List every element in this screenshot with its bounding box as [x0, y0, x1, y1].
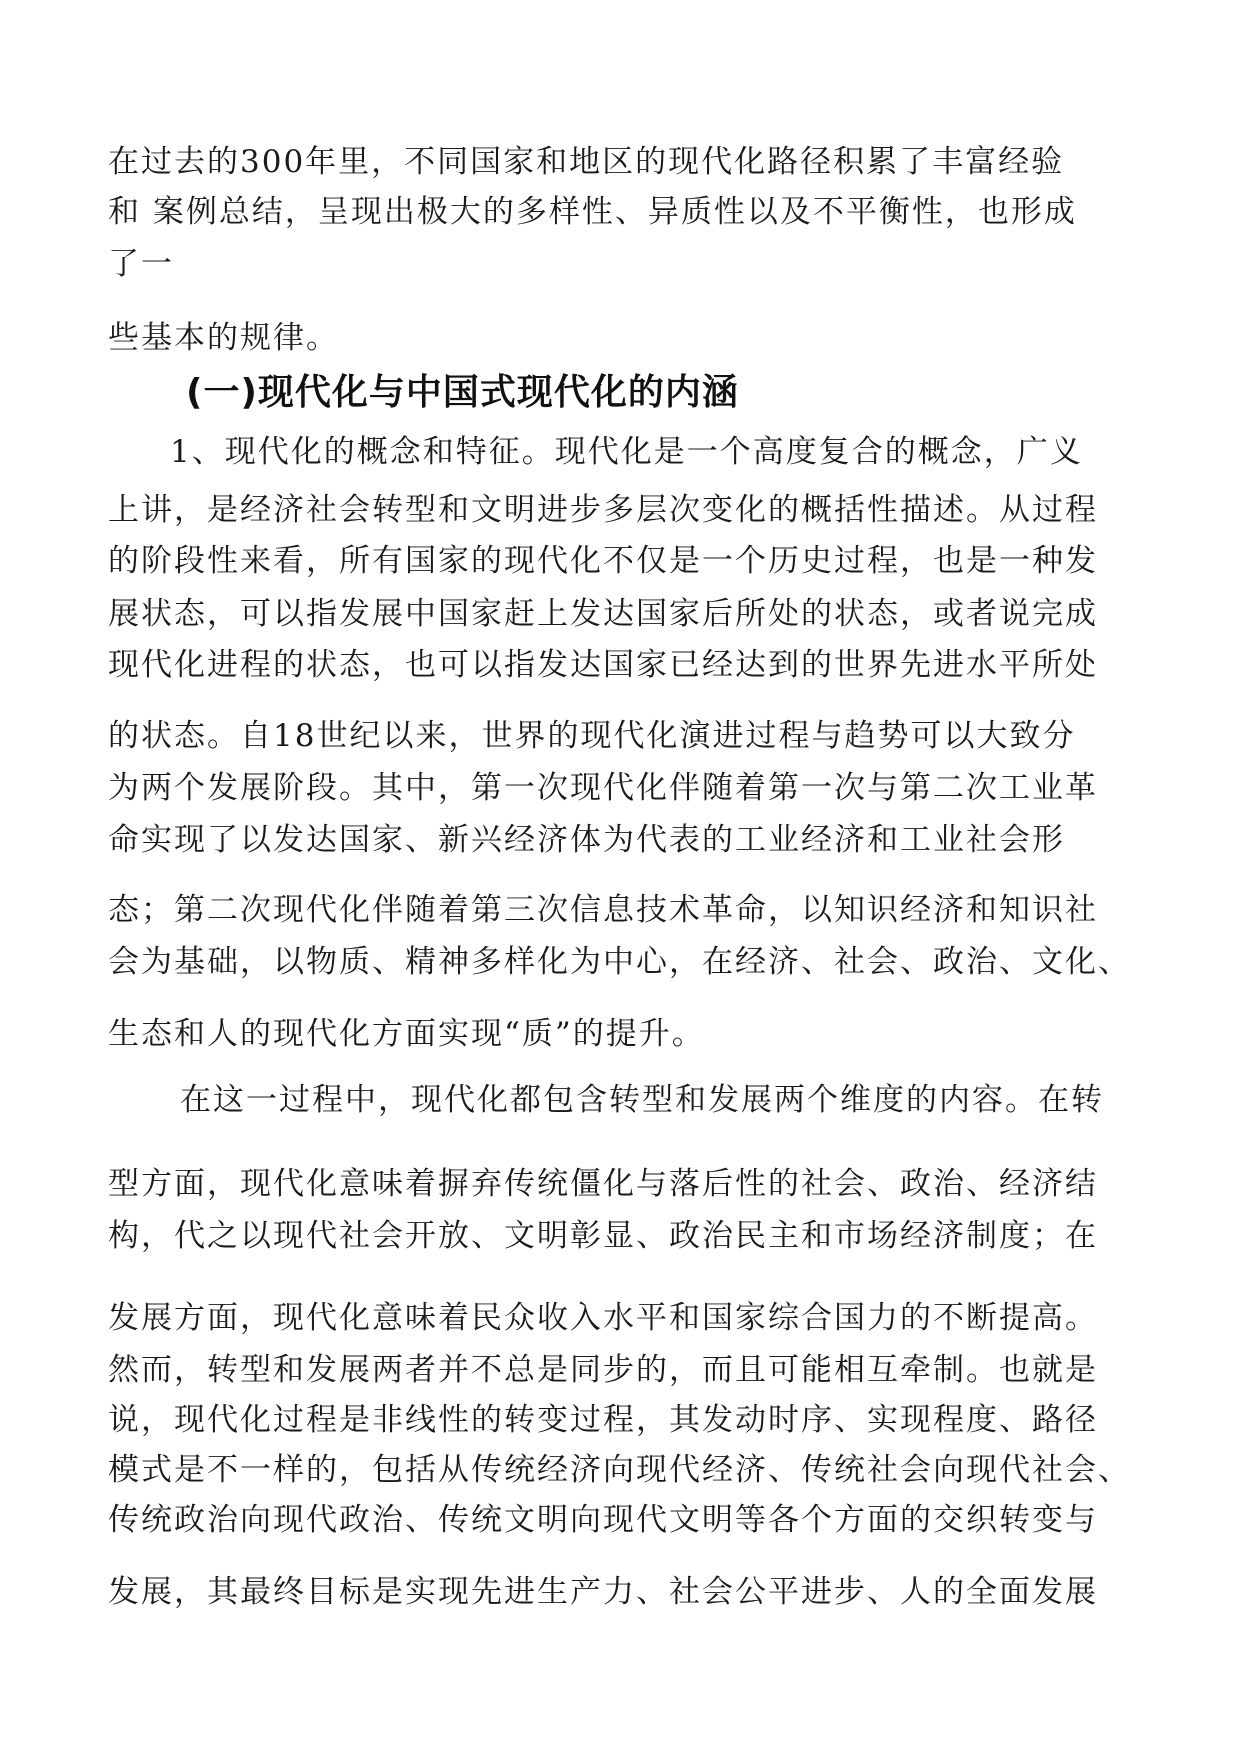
text-line: 和 案例总结，呈现出极大的多样性、异质性以及不平衡性，也形成 [108, 194, 1077, 230]
text-line: 了一 [108, 246, 174, 282]
text-line: 展状态，可以指发展中国家赶上发达国家后所处的状态，或者说完成 [108, 596, 1098, 632]
text-line: 发展方面，现代化意味着民众收入水平和国家综合国力的不断提高。 [108, 1300, 1098, 1336]
text-line: 生态和人的现代化方面实现“质”的提升。 [108, 1016, 705, 1052]
text-line: 然而，转型和发展两者并不总是同步的，而且可能相互牵制。也就是 [108, 1352, 1098, 1388]
text-line: 在过去的300年里，不同国家和地区的现代化路径积累了丰富经验 [108, 144, 1065, 180]
text-line: 态；第二次现代化伴随着第三次信息技术革命，以知识经济和知识社 [108, 892, 1098, 928]
text-line: 些基本的规律。 [108, 320, 339, 356]
text-line: 上讲，是经济社会转型和文明进步多层次变化的概括性描述。从过程 [108, 492, 1098, 528]
text-line: 传统政治向现代政治、传统文明向现代文明等各个方面的交织转变与 [108, 1502, 1098, 1538]
paragraph-first-line: 1、现代化的概念和特征。现代化是一个高度复合的概念，广义 [170, 434, 1083, 470]
text-line: 命实现了以发达国家、新兴经济体为代表的工业经济和工业社会形 [108, 822, 1065, 858]
text-line: 型方面，现代化意味着摒弃传统僵化与落后性的社会、政治、经济结 [108, 1166, 1098, 1202]
paragraph-first-line: 在这一过程中，现代化都包含转型和发展两个维度的内容。在转 [180, 1082, 1104, 1118]
text-line: 构，代之以现代社会开放、文明彰显、政治民主和市场经济制度；在 [108, 1218, 1098, 1254]
text-line: 模式是不一样的，包括从传统经济向现代经济、传统社会向现代社会、 [108, 1452, 1131, 1488]
text-line: 会为基础，以物质、精神多样化为中心，在经济、社会、政治、文化、 [108, 944, 1131, 980]
text-line: 说，现代化过程是非线性的转变过程，其发动时序、实现程度、路径 [108, 1402, 1098, 1438]
text-line: 发展，其最终目标是实现先进生产力、社会公平进步、人的全面发展 [108, 1574, 1098, 1610]
text-line: 现代化进程的状态，也可以指发达国家已经达到的世界先进水平所处 [108, 647, 1098, 683]
text-line: 为两个发展阶段。其中，第一次现代化伴随着第一次与第二次工业革 [108, 770, 1098, 806]
text-line: 的阶段性来看，所有国家的现代化不仅是一个历史过程，也是一种发 [108, 543, 1098, 579]
text-line: 的状态。自18世纪以来，世界的现代化演进过程与趋势可以大致分 [108, 718, 1076, 754]
section-heading: (一)现代化与中国式现代化的内涵 [186, 372, 739, 413]
